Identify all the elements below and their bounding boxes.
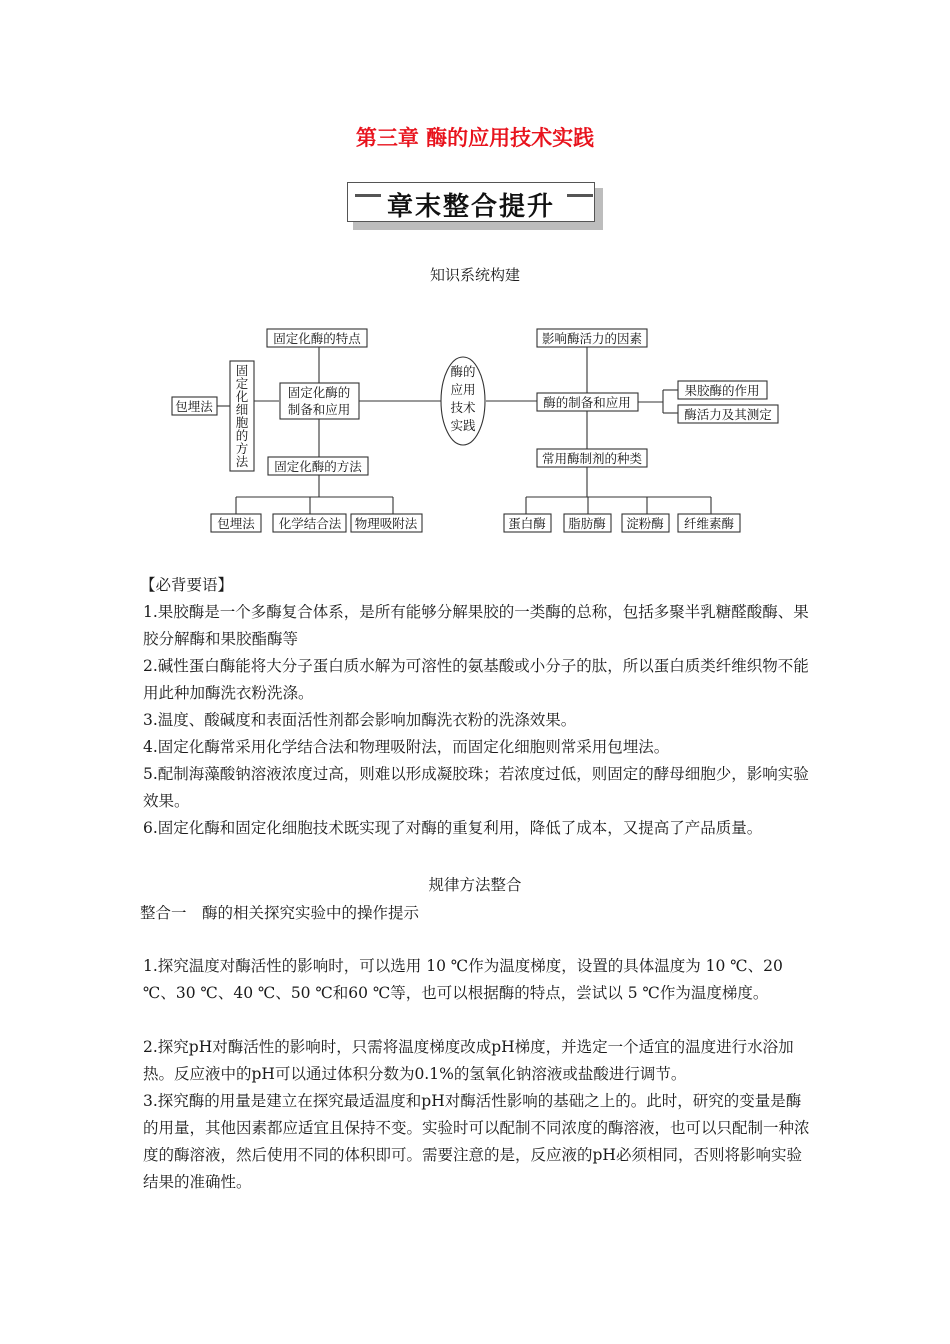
label-method-chemical: 化学结合法 (278, 516, 342, 531)
must-recite-item: 3.温度、酸碱度和表面活性剂都会影响加酶洗衣粉的洗涤效果。 (143, 711, 577, 729)
label-enzyme-prep-1: 固定化酶的 (287, 385, 351, 400)
label-center-4: 实践 (450, 418, 476, 433)
method-item: 3.探究酶的用量是建立在探究最适温度和pH对酶活性影响的基础之上的。此时，研究的变量是酶的用量，其他因素都应适宜且保持不变。实验时可以配制不同浓度的酶溶液，也可以只配制一种浓度的酶溶液，然后使用不同的体积即可。需要注意的是，反应液的pH必须相同，否则将影响实验结果的准确性。 (143, 1092, 810, 1191)
label-activity-measure: 酶活力及其测定 (684, 407, 772, 422)
label-amylase: 淀粉酶 (626, 516, 664, 531)
label-cell-embed: 包埋法 (175, 399, 213, 414)
label-cell-method-char: 的 (235, 428, 249, 443)
label-cell-method-char: 定 (235, 376, 249, 391)
banner-text: 章末整合提升 (386, 192, 555, 222)
method-item: 1.探究温度对酶活性的影响时，可以选用 10 ℃作为温度梯度，设置的具体温度为 10 ℃、20 ℃、30 ℃、40 ℃、50 ℃和60 ℃等，也可以根据酶的特点，尝试以 5 ℃作为温度梯度。 (143, 957, 783, 1002)
knowledge-diagram (0, 0, 950, 560)
must-recite-item: 4.固定化酶常采用化学结合法和物理吸附法，而固定化细胞则常采用包埋法。 (143, 738, 670, 756)
integration-one-title: 整合一 酶的相关探究实验中的操作提示 (140, 904, 420, 922)
label-method-embed: 包埋法 (217, 516, 255, 531)
label-enzyme-features: 固定化酶的特点 (273, 331, 361, 346)
must-recite-item: 2.碱性蛋白酶能将大分子蛋白质水解为可溶性的氨基酸或小分子的肽，所以蛋白质类纤维织物不能用此种加酶洗衣粉洗涤。 (143, 657, 809, 702)
method-title: 规律方法整合 (428, 876, 522, 894)
label-cell-method-char: 细 (235, 402, 249, 417)
label-method-physical: 物理吸附法 (354, 516, 418, 531)
must-recite-heading: 【必背要语】 (140, 576, 234, 594)
must-recite-item: 1.果胶酶是一个多酶复合体系，是所有能够分解果胶的一类酶的总称，包括多聚半乳糖醛酸酶、果胶分解酶和果胶酯酶等 (143, 603, 809, 648)
label-cell-method-char: 法 (235, 454, 249, 469)
label-enzyme-prep-2: 制备和应用 (287, 402, 351, 417)
label-cell-method-char: 化 (235, 389, 249, 404)
label-cell-method-char: 胞 (235, 415, 249, 430)
method-item: 2.探究pH对酶活性的影响时，只需将温度梯度改成pH梯度，并选定一个适宜的温度进行水浴加热。反应液中的pH可以通过体积分数为0.1%的氢氧化钠溶液或盐酸进行调节。 (143, 1038, 794, 1083)
label-cell-method-char: 固 (235, 363, 249, 378)
must-recite-item: 5.配制海藻酸钠溶液浓度过高，则难以形成凝胶珠；若浓度过低，则固定的酵母细胞少，影响实验效果。 (143, 765, 809, 810)
label-activity-factors: 影响酶活力的因素 (541, 331, 643, 346)
must-recite-item: 6.固定化酶和固定化细胞技术既实现了对酶的重复利用，降低了成本，又提高了产品质量。 (143, 819, 763, 837)
label-cellulase: 纤维素酶 (683, 516, 735, 531)
label-center-2: 应用 (450, 382, 476, 397)
label-lipase: 脂肪酶 (568, 516, 606, 531)
label-center-3: 技术 (450, 400, 476, 415)
label-cell-method-char: 方 (235, 441, 249, 456)
knowledge-title: 知识系统构建 (429, 266, 520, 284)
chapter-title: 第三章 酶的应用技术实践 (355, 126, 595, 150)
label-prep-application: 酶的制备和应用 (543, 395, 631, 410)
label-center-1: 酶的 (450, 364, 476, 379)
label-preparation-types: 常用酶制剂的种类 (541, 451, 643, 466)
label-pectinase-role: 果胶酶的作用 (684, 383, 760, 398)
label-protease: 蛋白酶 (508, 516, 546, 531)
label-enzyme-methods: 固定化酶的方法 (274, 459, 362, 474)
